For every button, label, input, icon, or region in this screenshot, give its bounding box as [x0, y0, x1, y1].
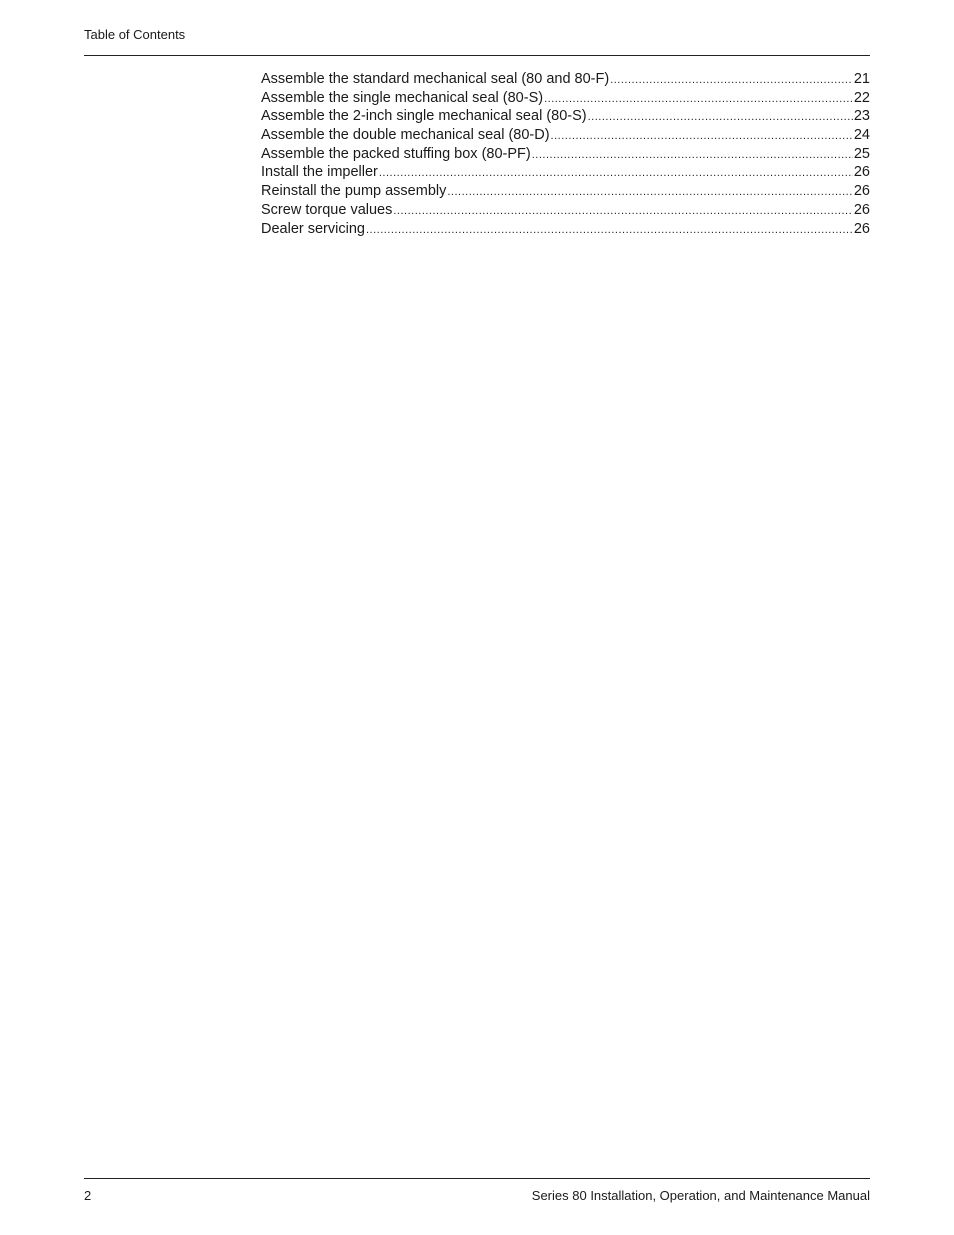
toc-dot-leader — [366, 221, 853, 240]
toc-entry-title: Assemble the standard mechanical seal (80 and 80-F) — [261, 71, 610, 87]
toc-entry-page: 24 — [853, 127, 870, 144]
toc-entry[interactable] — [261, 89, 870, 108]
toc-dot-leader — [393, 202, 852, 221]
toc-entry[interactable] — [261, 163, 870, 182]
toc-entry[interactable] — [261, 220, 870, 239]
toc-entry-title: Assemble the 2-inch single mechanical seal (80-S) — [261, 108, 587, 125]
toc-entry-title: Assemble the single mechanical seal (80-S) — [261, 89, 544, 106]
footer-manual-title: Series 80 Installation, Operation, and Maintenance Manual — [531, 1188, 870, 1203]
toc-entry[interactable] — [261, 201, 870, 220]
toc-entry-title: Screw torque values — [261, 201, 393, 218]
toc-dot-leader — [588, 108, 853, 127]
toc-entry-title: Install the impeller — [261, 164, 378, 181]
toc-entry[interactable] — [261, 107, 870, 126]
toc-entry-page: 25 — [853, 145, 870, 162]
footer-divider — [84, 1178, 870, 1179]
toc-entry-page: 26 — [853, 183, 870, 200]
toc-entry-page: 26 — [853, 201, 870, 218]
toc-entry[interactable] — [261, 145, 870, 164]
toc-dot-leader — [379, 164, 853, 183]
toc-entry[interactable] — [261, 182, 870, 201]
toc-entry-page: 26 — [853, 220, 870, 237]
toc-dot-leader — [551, 127, 853, 146]
toc-entry[interactable] — [261, 70, 870, 89]
toc-entry-title: Assemble the packed stuffing box (80-PF) — [261, 145, 531, 162]
toc-entry-title: Reinstall the pump assembly — [261, 183, 447, 200]
footer-page-number: 2 — [84, 1188, 92, 1203]
toc-dot-leader — [610, 71, 853, 90]
table-of-contents — [261, 70, 870, 238]
toc-dot-leader — [532, 146, 853, 165]
toc-entry[interactable] — [261, 126, 870, 145]
toc-entry-title: Dealer servicing — [261, 220, 365, 237]
running-header: Table of Contents — [84, 27, 186, 42]
toc-entry-page: 21 — [853, 71, 870, 87]
toc-entry-page: 26 — [853, 164, 870, 181]
toc-dot-leader — [447, 183, 852, 202]
toc-dot-leader — [544, 90, 853, 109]
toc-entry-page: 22 — [853, 89, 870, 106]
toc-entry-title: Assemble the double mechanical seal (80-D) — [261, 127, 550, 144]
toc-entry-page: 23 — [853, 108, 870, 125]
header-divider — [84, 55, 870, 56]
